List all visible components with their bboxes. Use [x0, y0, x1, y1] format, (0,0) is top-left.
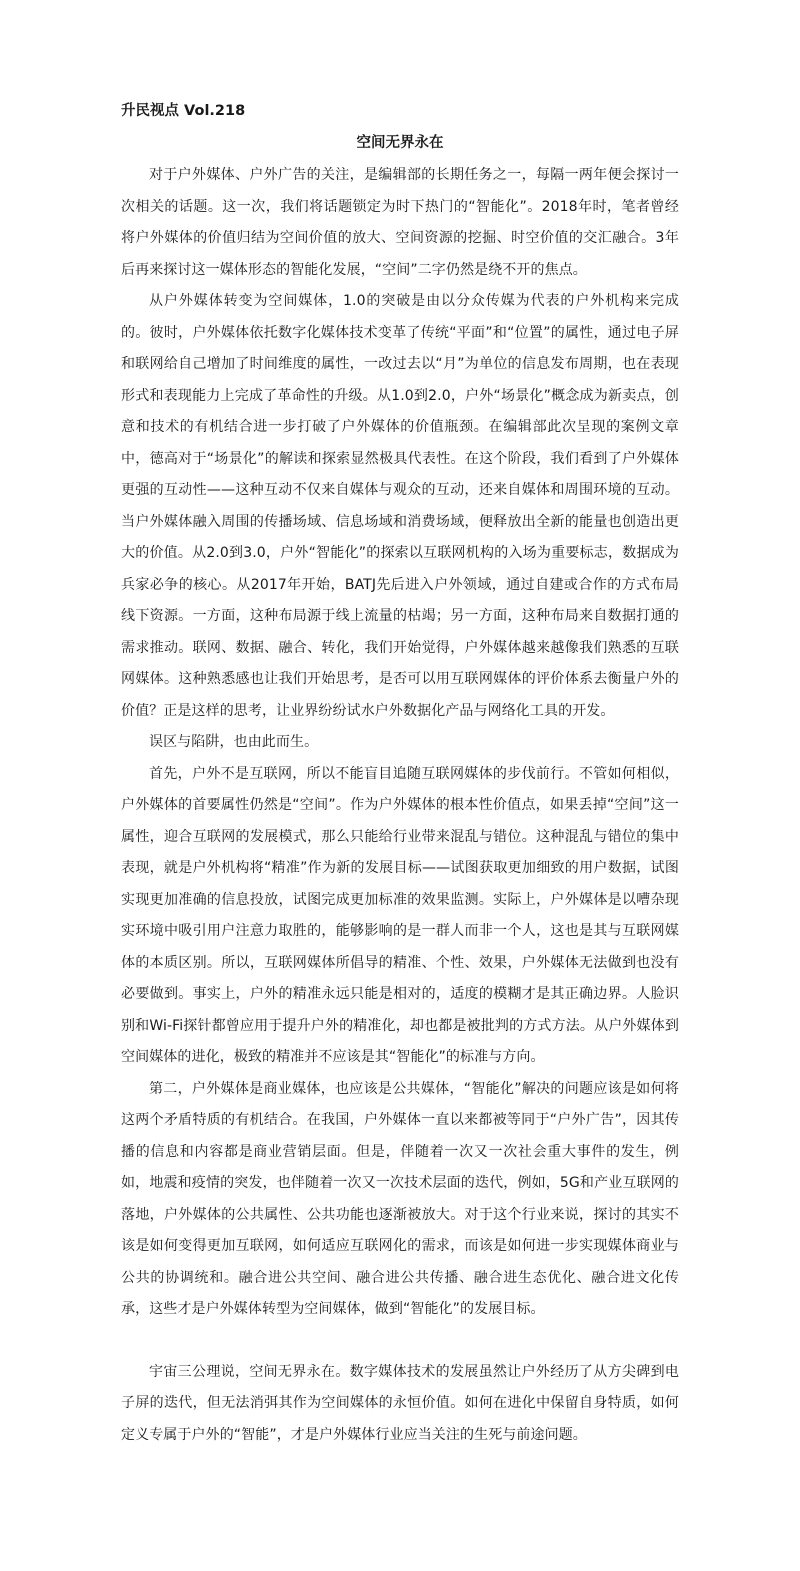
- article-title: 空间无界永在: [356, 135, 444, 151]
- paragraph-3: 误区与陷阱，也由此而生。: [149, 734, 319, 750]
- paragraph-5: 第二，户外媒体是商业媒体，也应该是公共媒体，“智能化”解决的问题应该是如何将这两个矛盾特质的有机结合。在我国，户外媒体一直以来都被等同于“户外广告”，因其传播的信息和内容都是商业营销层面。但是，伴随着一次又一次社会重大事件的发生，例如，地震和疫情的突发，也伴随着一次又一次技术层面的迭代，例如，5G和产业互联网的落地，户外媒体的公共属性、公共功能也逐渐被放大。对于这个行业来说，探讨的其实不该是如何变得更加互联网，如何适应互联网化的需求，而该是如何进一步实现媒体商业与公共的协调统和。融合进公共空间、融合进公共传播、融合进生态优化、融合进文化传承，这些才是户外媒体转型为空间媒体，做到“智能化”的发展目标。: [121, 1080, 679, 1317]
- paragraph-4: 首先，户外不是互联网，所以不能盲目追随互联网媒体的步伐前行。不管如何相似，户外媒体的首要属性仍然是“空间”。作为户外媒体的根本性价值点，如果丢掉“空间”这一属性，迎合互联网的发展模式，那么只能给行业带来混乱与错位。这种混乱与错位的集中表现，就是户外机构将“精准”作为新的发展目标——试图获取更加细致的用户数据，试图实现更加准确的信息投放，试图完成更加标准的效果监测。实际上，户外媒体是以嘈杂现实环境中吸引用户注意力取胜的，能够影响的是一群人而非一个人，这也是其与互联网媒体的本质区别。所以，互联网媒体所倡导的精准、个性、效果，户外媒体无法做到也没有必要做到。事实上，户外的精准永远只能是相对的，适度的模糊才是其正确边界。人脸识别和Wi-Fi探针都曾应用于提升户外的精准化，却也都是被批判的方式方法。从户外媒体到空间媒体的进化，极致的精准并不应该是其“智能化”的标准与方向。: [121, 765, 679, 1065]
- paragraph-1: 对于户外媒体、户外广告的关注，是编辑部的长期任务之一，每隔一两年便会探讨一次相关的话题。这一次，我们将话题锁定为时下热门的“智能化”。2018年时，笔者曾经将户外媒体的价值归结为空间价值的放大、空间资源的挖掘、时空价值的交汇融合。3年后再来探讨这一媒体形态的智能化发展，“空间”二字仍然是绕不开的焦点。: [121, 167, 679, 278]
- article: [121, 98, 679, 1451]
- column-label: 升民视点 Vol.218: [121, 103, 246, 119]
- paragraph-6: 宇宙三公理说，空间无界永在。数字媒体技术的发展虽然让户外经历了从方尖碑到电子屏的迭代，但无法消弭其作为空间媒体的永恒价值。如何在进化中保留自身特质，如何定义专属于户外的“智能”，才是户外媒体行业应当关注的生死与前途问题。: [121, 1363, 679, 1443]
- paragraph-2: 从户外媒体转变为空间媒体，1.0的突破是由以分众传媒为代表的户外机构来完成的。彼时，户外媒体依托数字化媒体技术变革了传统“平面”和“位置”的属性，通过电子屏和联网给自己增加了时间维度的属性，一改过去以“月”为单位的信息发布周期，也在表现形式和表现能力上完成了革命性的升级。从1.0到2.0，户外“场景化”概念成为新卖点，创意和技术的有机结合进一步打破了户外媒体的价值瓶颈。在编辑部此次呈现的案例文章中，德高对于“场景化”的解读和探索显然极具代表性。在这个阶段，我们看到了户外媒体更强的互动性——这种互动不仅来自媒体与观众的互动，还来自媒体和周围环境的互动。当户外媒体融入周围的传播场域、信息场域和消费场域，便释放出全新的能量也创造出更大的价值。从2.0到3.0，户外“智能化”的探索以互联网机构的入场为重要标志，数据成为兵家必争的核心。从2017年开始，BATJ先后进入户外领域，通过自建或合作的方式布局线下资源。一方面，这种布局源于线上流量的枯竭；另一方面，这种布局来自数据打通的需求推动。联网、数据、融合、转化，我们开始觉得，户外媒体越来越像我们熟悉的互联网媒体。这种熟悉感也让我们开始思考，是否可以用互联网媒体的评价体系去衡量户外的价值？正是这样的思考，让业界纷纷试水户外数据化产品与网络化工具的开发。: [121, 293, 679, 719]
